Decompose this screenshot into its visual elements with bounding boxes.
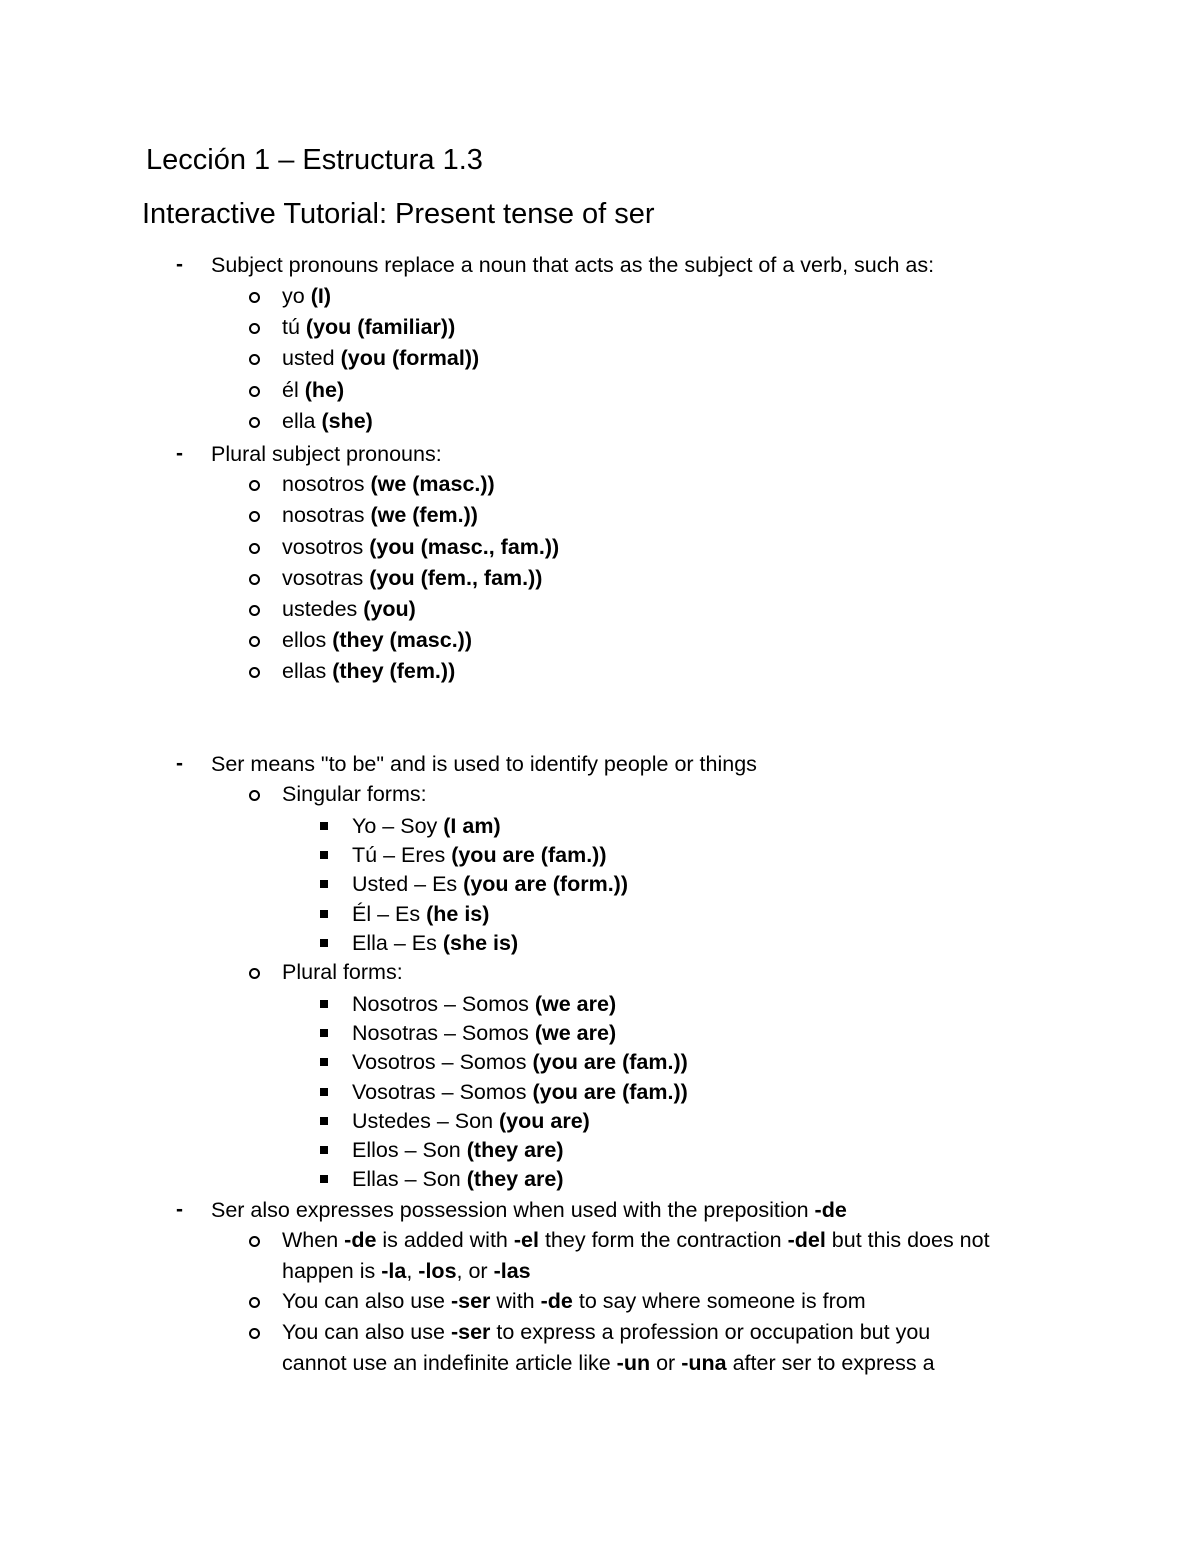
possession-heading: Ser also expresses possession when used with the preposition -de xyxy=(211,1198,847,1222)
square-bullet xyxy=(320,1088,328,1096)
square-bullet xyxy=(320,851,328,859)
circle-bullet xyxy=(249,605,260,616)
pronoun-item: vosotras (you (fem., fam.)) xyxy=(282,566,543,590)
conjugation-item: Nosotras – Somos (we are) xyxy=(352,1021,617,1045)
ser-heading: Ser means "to be" and is used to identify people or things xyxy=(211,752,757,776)
circle-bullet xyxy=(249,1328,260,1339)
pronoun-item: nosotras (we (fem.)) xyxy=(282,503,478,527)
circle-bullet xyxy=(249,480,260,491)
circle-bullet xyxy=(249,511,260,522)
circle-bullet xyxy=(249,354,260,365)
circle-bullet xyxy=(249,323,260,334)
pronoun-item: ustedes (you) xyxy=(282,597,416,621)
circle-bullet xyxy=(249,1236,260,1247)
circle-bullet xyxy=(249,790,260,801)
plural-pronouns-heading: Plural subject pronouns: xyxy=(211,442,442,466)
pronoun-item: él (he) xyxy=(282,378,345,402)
circle-bullet xyxy=(249,574,260,585)
circle-bullet xyxy=(249,667,260,678)
conjugation-item: Usted – Es (you are (form.)) xyxy=(352,872,628,896)
circle-bullet xyxy=(249,386,260,397)
pronoun-item: usted (you (formal)) xyxy=(282,346,480,370)
dash-bullet: - xyxy=(176,752,183,775)
conjugation-item: Ellas – Son (they are) xyxy=(352,1167,564,1191)
circle-bullet xyxy=(249,292,260,303)
dash-bullet: - xyxy=(176,253,183,276)
conjugation-item: Nosotros – Somos (we are) xyxy=(352,992,617,1016)
conjugation-item: Ustedes – Son (you are) xyxy=(352,1109,590,1133)
tutorial-subtitle: Interactive Tutorial: Present tense of ser xyxy=(142,198,655,230)
conjugation-item: Vosotras – Somos (you are (fam.)) xyxy=(352,1080,688,1104)
circle-bullet xyxy=(249,417,260,428)
lesson-title: Lección 1 – Estructura 1.3 xyxy=(146,144,483,176)
subject-pronouns-heading: Subject pronouns replace a noun that acts as the subject of a verb, such as: xyxy=(211,253,935,277)
conjugation-item: Él – Es (he is) xyxy=(352,902,490,926)
profession-note-continued: cannot use an indefinite article like -un or -una after ser to express a xyxy=(282,1351,935,1375)
dash-bullet: - xyxy=(176,442,183,465)
plural-forms-label: Plural forms: xyxy=(282,960,403,984)
square-bullet xyxy=(320,1175,328,1183)
pronoun-item: ella (she) xyxy=(282,409,373,433)
pronoun-item: yo (I) xyxy=(282,284,331,308)
contraction-note: When -de is added with -el they form the contraction -del but this does not xyxy=(282,1228,990,1252)
circle-bullet xyxy=(249,636,260,647)
square-bullet xyxy=(320,1000,328,1008)
dash-bullet: - xyxy=(176,1198,183,1221)
square-bullet xyxy=(320,910,328,918)
square-bullet xyxy=(320,880,328,888)
square-bullet xyxy=(320,1058,328,1066)
square-bullet xyxy=(320,822,328,830)
contraction-note-continued: happen is -la, -los, or -las xyxy=(282,1259,531,1283)
profession-note: You can also use -ser to express a profession or occupation but you xyxy=(282,1320,931,1344)
origin-note: You can also use -ser with -de to say where someone is from xyxy=(282,1289,866,1313)
square-bullet xyxy=(320,1146,328,1154)
pronoun-item: tú (you (familiar)) xyxy=(282,315,456,339)
conjugation-item: Tú – Eres (you are (fam.)) xyxy=(352,843,607,867)
conjugation-item: Vosotros – Somos (you are (fam.)) xyxy=(352,1050,688,1074)
circle-bullet xyxy=(249,1297,260,1308)
pronoun-item: nosotros (we (masc.)) xyxy=(282,472,495,496)
pronoun-item: vosotros (you (masc., fam.)) xyxy=(282,535,560,559)
square-bullet xyxy=(320,1117,328,1125)
pronoun-item: ellas (they (fem.)) xyxy=(282,659,456,683)
circle-bullet xyxy=(249,968,260,979)
conjugation-item: Yo – Soy (I am) xyxy=(352,814,501,838)
conjugation-item: Ella – Es (she is) xyxy=(352,931,519,955)
circle-bullet xyxy=(249,543,260,554)
square-bullet xyxy=(320,1029,328,1037)
singular-forms-label: Singular forms: xyxy=(282,782,427,806)
square-bullet xyxy=(320,939,328,947)
pronoun-item: ellos (they (masc.)) xyxy=(282,628,472,652)
conjugation-item: Ellos – Son (they are) xyxy=(352,1138,564,1162)
